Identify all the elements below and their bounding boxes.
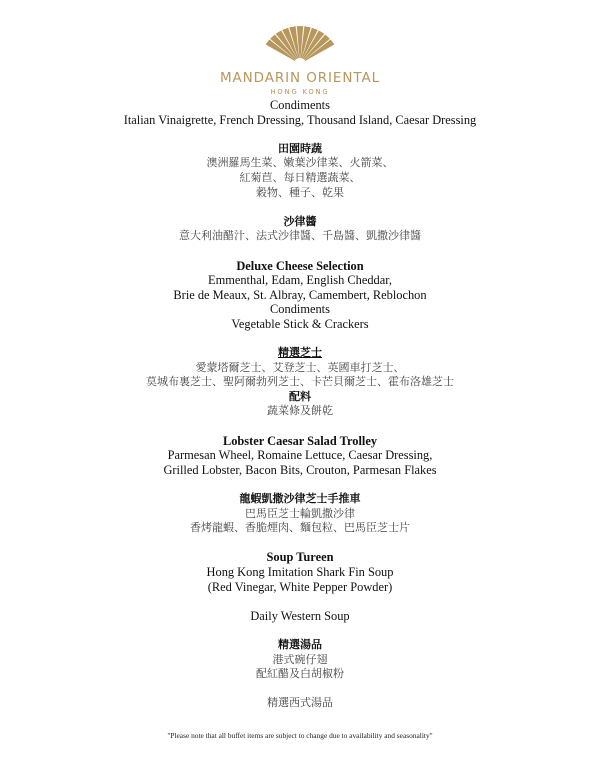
menu-item: Condiments bbox=[270, 302, 330, 317]
menu-section bbox=[0, 98, 600, 127]
menu-item: Brie de Meaux, St. Albray, Camembert, Reblochon bbox=[173, 287, 427, 302]
section-title: 龍蝦凱撒沙律芝士手推車 bbox=[239, 492, 361, 506]
menu-item: 澳洲羅馬生菜、嫩葉沙律菜、火箭菜、 bbox=[206, 156, 394, 170]
section-title: 配料 bbox=[289, 389, 311, 403]
section-title: 精選湯品 bbox=[278, 637, 322, 651]
menu-section bbox=[0, 609, 600, 624]
fan-icon bbox=[256, 24, 344, 64]
brand-location: HONG KONG bbox=[270, 88, 330, 96]
menu-section bbox=[0, 696, 600, 711]
menu-section bbox=[0, 346, 600, 419]
menu-item: Parmesan Wheel, Romaine Lettuce, Caesar Dressing, bbox=[167, 448, 433, 463]
section-gap bbox=[0, 477, 600, 492]
section-title: 田園時蔬 bbox=[278, 141, 322, 155]
hotel-logo bbox=[0, 24, 600, 97]
section-title: 精選芝士 bbox=[278, 346, 322, 360]
brand-name: MANDARIN ORIENTAL bbox=[220, 70, 380, 86]
menu-section bbox=[0, 550, 600, 594]
menu-section bbox=[0, 259, 600, 332]
section-gap bbox=[0, 200, 600, 215]
menu-item: 巴馬臣芝士輪凱撒沙律 bbox=[245, 506, 355, 520]
section-title: 沙律醬 bbox=[283, 214, 317, 228]
menu-section bbox=[0, 434, 600, 478]
menu-section bbox=[0, 638, 600, 682]
menu-item: Hong Kong Imitation Shark Fin Soup bbox=[206, 565, 394, 579]
section-gap bbox=[0, 682, 600, 697]
menu-item: Grilled Lobster, Bacon Bits, Crouton, Parmesan Flakes bbox=[163, 462, 437, 477]
menu-item: 香烤龍蝦、香脆煙肉、麵包粒、巴馬臣芝士片 bbox=[190, 521, 410, 535]
menu-section bbox=[0, 215, 600, 244]
section-title: Soup Tureen bbox=[266, 550, 334, 565]
menu-item: 莫城布裏芝士、聖阿爾勃列芝士、卡芒貝爾芝士、霍布洛雄芝士 bbox=[146, 375, 454, 389]
section-gap bbox=[0, 127, 600, 142]
section-gap bbox=[0, 623, 600, 638]
menu-item: 配紅醋及白胡椒粉 bbox=[256, 667, 344, 681]
menu-item: Daily Western Soup bbox=[250, 608, 350, 623]
section-title: Deluxe Cheese Selection bbox=[236, 258, 364, 273]
menu-item: (Red Vinegar, White Pepper Powder) bbox=[207, 579, 393, 594]
menu-item: 蔬菜條及餅乾 bbox=[267, 404, 333, 418]
menu-item: Italian Vinaigrette, French Dressing, Thousand Island, Caesar Dressing bbox=[123, 112, 477, 127]
disclaimer-note: "Please note that all buffet items are subject to change due to availability and seasonality" bbox=[167, 731, 433, 740]
section-title: Lobster Caesar Salad Trolley bbox=[222, 433, 378, 448]
menu-item: 紅菊苣、每日精選蔬菜、 bbox=[239, 170, 361, 184]
menu-item: Condiments bbox=[270, 98, 330, 112]
menu-section bbox=[0, 142, 600, 200]
menu-item: 穀物、種子、乾果 bbox=[256, 185, 344, 199]
menu-item: Vegetable Stick & Crackers bbox=[231, 316, 369, 331]
menu-content bbox=[0, 98, 600, 711]
menu-item: 意大利油醋汁、法式沙律醬、千島醬、凱撒沙律醬 bbox=[179, 229, 421, 243]
section-gap bbox=[0, 332, 600, 347]
menu-section bbox=[0, 492, 600, 536]
menu-item: 港式碗仔翅 bbox=[272, 652, 328, 666]
section-gap bbox=[0, 244, 600, 259]
section-gap bbox=[0, 536, 600, 551]
menu-item: Emmenthal, Edam, English Cheddar, bbox=[208, 273, 392, 288]
section-gap bbox=[0, 594, 600, 609]
section-gap bbox=[0, 419, 600, 434]
menu-item: 精選西式湯品 bbox=[267, 696, 333, 710]
menu-item: 愛蒙塔爾芝士、艾登芝士、英國車打芝士、 bbox=[195, 360, 405, 374]
